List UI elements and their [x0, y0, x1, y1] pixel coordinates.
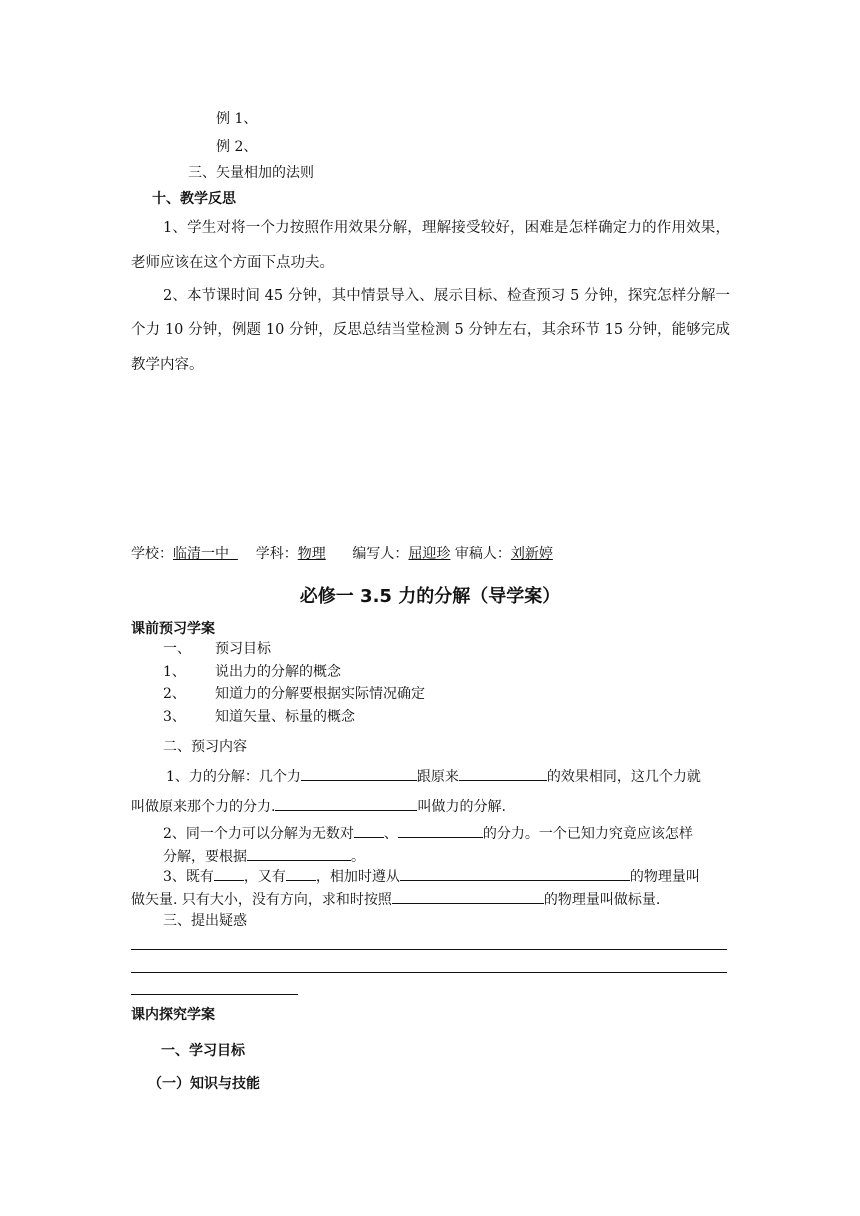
- preview-content-title: 二、预习内容: [163, 739, 247, 755]
- question-3-line-2: 做矢量. 只有大小，没有方向，求和时按照 的物理量叫做标量.: [131, 889, 660, 910]
- blank[interactable]: [247, 846, 351, 861]
- question-1-line-1: 1、力的分解：几个力 跟原来 的效果相同，这几个力就: [166, 766, 701, 787]
- question-1-line-2: 叫做原来那个力的分力. 叫做力的分解.: [131, 796, 506, 817]
- inclass-goal-title: 一、学习目标: [161, 1043, 245, 1059]
- blank[interactable]: [275, 796, 417, 811]
- blank[interactable]: [459, 766, 547, 781]
- blank[interactable]: [392, 889, 544, 904]
- goal-3-text: 知道矢量、标量的概念: [215, 709, 355, 725]
- author-label: 编写人：: [352, 546, 409, 562]
- preview-goal-title: 预习目标: [215, 641, 271, 657]
- answer-line-2[interactable]: [131, 972, 727, 973]
- goal-2-num: 2、: [163, 686, 186, 702]
- preview-heading: 课前预习学案: [131, 621, 215, 637]
- school-label: 学校：: [131, 546, 173, 562]
- inclass-subheading-knowledge: （一）知识与技能: [148, 1076, 260, 1092]
- blank[interactable]: [286, 866, 316, 881]
- info-line: [131, 544, 553, 564]
- author-value: 屈迎珍: [408, 546, 451, 562]
- goal-3-num: 3、: [163, 709, 186, 725]
- reflection-1-line-1: 1、学生对将一个力按照作用效果分解，理解接受较好，困难是怎样确定力的作用效果，: [163, 220, 730, 236]
- goal-2-text: 知道力的分解要根据实际情况确定: [215, 686, 425, 702]
- heading-teaching-reflection: 十、教学反思: [152, 191, 236, 207]
- reviewer-label: 审稿人：: [454, 546, 511, 562]
- blank[interactable]: [214, 866, 244, 881]
- example-2: 例 2、: [216, 139, 258, 155]
- blank[interactable]: [301, 766, 417, 781]
- question-2-line-1: 2、同一个力可以分解为无数对 、 的分力。一个已知力究竟应该怎样: [163, 823, 693, 844]
- blank[interactable]: [400, 866, 630, 881]
- school-value: 临清一中: [173, 546, 229, 562]
- goal-1-num: 1、: [163, 664, 186, 680]
- document-title: 必修一 3.5 力的分解（导学案）: [299, 586, 561, 607]
- reflection-2-line-1: 2、本节课时间 45 分钟，其中情景导入、展示目标、检查预习 5 分钟，探究怎样分解一: [163, 288, 730, 304]
- answer-line-3[interactable]: [131, 994, 298, 995]
- preview-doubt-title: 三、提出疑惑: [163, 913, 247, 929]
- reflection-1-line-2: 老师应该在这个方面下点功夫。: [131, 255, 334, 271]
- preview-goal-num: 一、: [163, 641, 191, 657]
- answer-line-1[interactable]: [131, 949, 727, 950]
- subject-label: 学科：: [255, 546, 298, 562]
- subject-value: 物理: [297, 546, 326, 562]
- reflection-2-line-3: 教学内容。: [131, 357, 204, 373]
- blank[interactable]: [398, 823, 483, 838]
- goal-1-text: 说出力的分解的概念: [215, 664, 341, 680]
- question-2-line-2: 分解，要根据 。: [163, 846, 365, 867]
- section-vector-addition: 三、矢量相加的法则: [188, 165, 314, 181]
- example-1: 例 1、: [216, 111, 258, 127]
- question-3-line-1: 3、既有 ，又有 ，相加时遵从 的物理量叫: [163, 866, 700, 887]
- inclass-heading: 课内探究学案: [131, 1007, 215, 1023]
- blank[interactable]: [354, 823, 384, 838]
- reflection-2-line-2: 个力 10 分钟，例题 10 分钟，反思总结当堂检测 5 分钟左右，其余环节 15 分钟，能够完成: [131, 322, 730, 338]
- reviewer-value: 刘新婷: [510, 546, 553, 562]
